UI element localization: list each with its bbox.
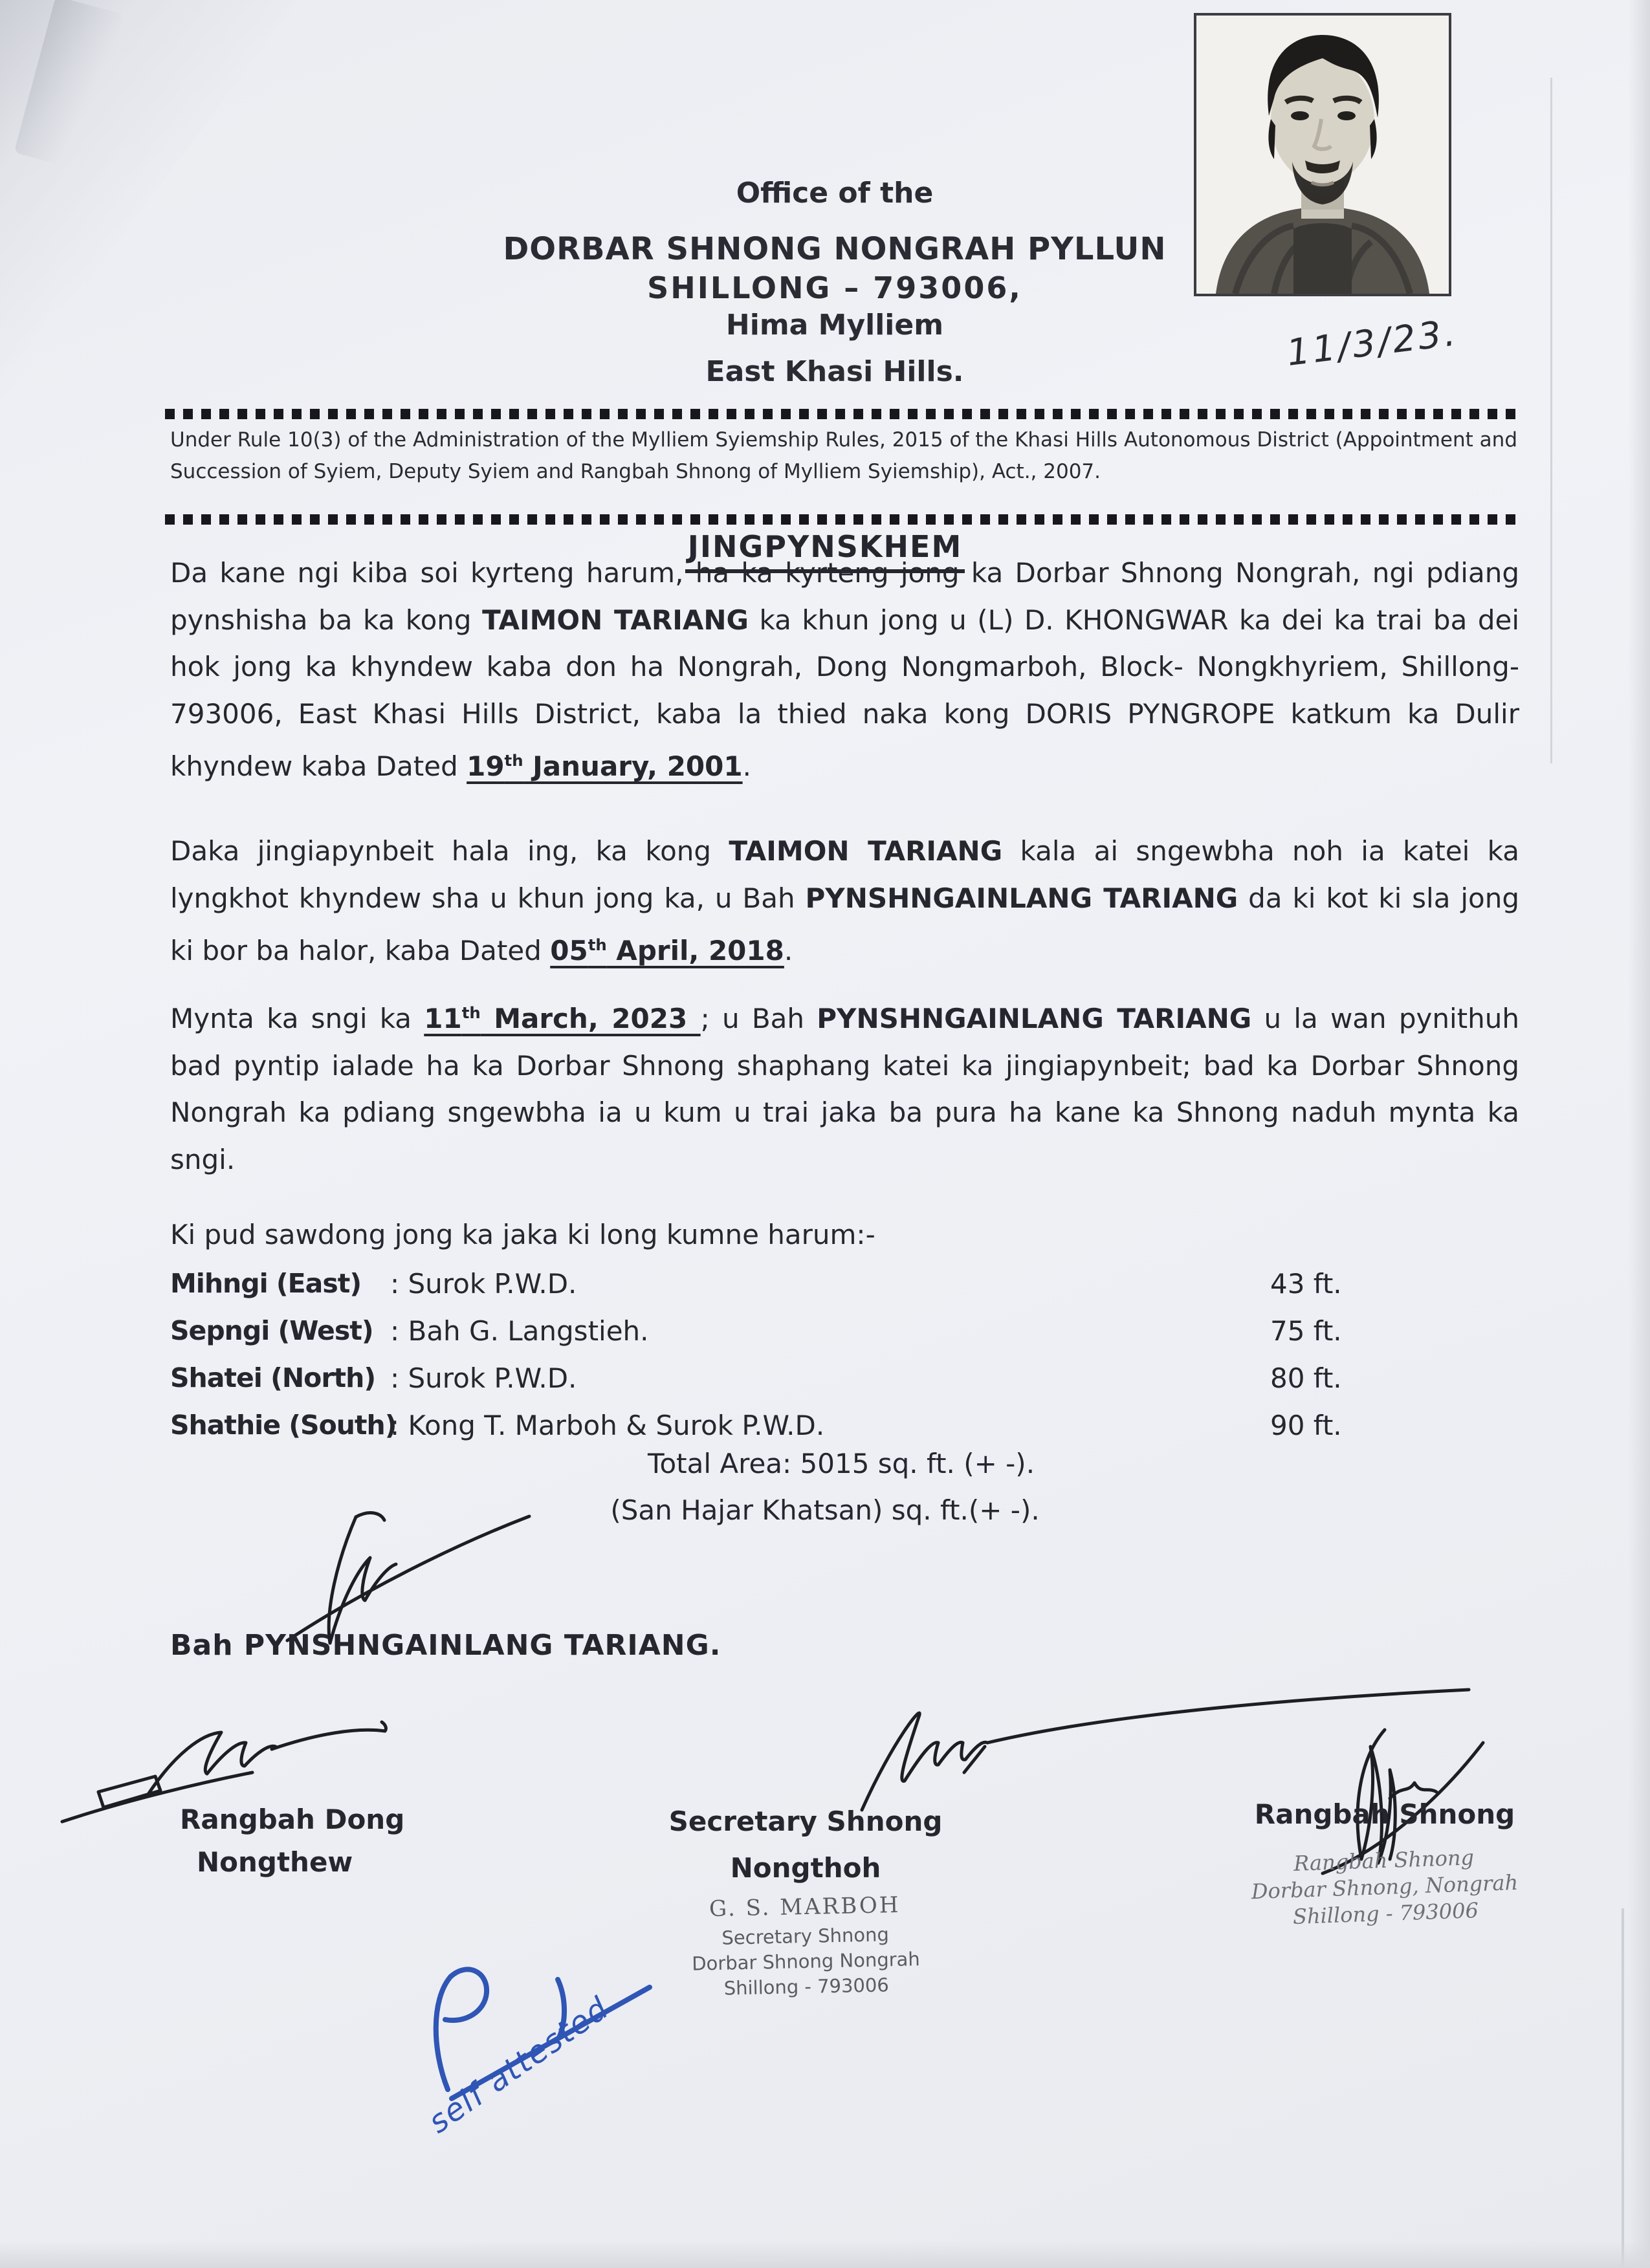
- portrait-photo-image: [1196, 16, 1449, 294]
- paragraph-declaration: Da kane ngi kiba soi kyrteng harum, ha ka kyrteng jong ka Dorbar Shnong Nongrah, ngi pdiang pynshisha ba ka kong TAIMON TARIANG ka khun jong u (L) D. KHONGWAR ka dei ka trai ba dei hok jong ka khyndew kaba don ha Nongrah, Dong Nongmarboh, Block- Nongkhyriem, Shillong- 793006, East Khasi Hills District, kaba la thied naka kong DORIS PYNGROPE katkum ka Dulir khyndew kaba Dated 19th January, 2001.: [170, 557, 1519, 782]
- boundary-row-west: [170, 1307, 1519, 1355]
- boundary-length: 90 ft.: [1270, 1410, 1342, 1441]
- stamp-city: Shillong - 793006: [723, 1974, 890, 2000]
- boundary-value: : Bah G. Langstieh.: [390, 1315, 649, 1347]
- document-title: JINGPYNSKHEM: [685, 529, 965, 573]
- dotted-divider-top: [165, 409, 1519, 419]
- signatory-left-title: [180, 1798, 404, 1884]
- hima-line: Hima Mylliem: [725, 308, 944, 342]
- boundary-length: 75 ft.: [1270, 1315, 1342, 1347]
- signatory-right-title: Rangbah Shnong: [1254, 1798, 1515, 1830]
- boundary-row-east: [170, 1260, 1519, 1307]
- signatory-left-line2: Nongthew: [197, 1846, 353, 1878]
- portrait-photo: [1194, 13, 1451, 296]
- rangbah-shnong-stamp: [1199, 1841, 1570, 1934]
- handwritten-date: 11/3/23.: [1284, 312, 1460, 375]
- paragraph-confirmation: Mynta ka sngi ka 11th March, 2023 ; u Bah PYNSHNGAINLANG TARIANG u la wan pynithuh bad pyntip ialade ha ka Dorbar Shnong shaphang katei ka jingiapynbeit; bad ka Dorbar Shnong Nongrah ka pdiang sngewbha ia u kum u trai jaka ba pura ha kane ka Shnong naduh mynta ka sngi.: [170, 1003, 1519, 1175]
- boundary-value: : Kong T. Marboh & Surok P.W.D.: [390, 1410, 825, 1441]
- paper-bottom-shade: [0, 2241, 1650, 2268]
- signatory-center-title: [654, 1798, 958, 1892]
- city-pincode: SHILLONG – 793006,: [647, 270, 1022, 305]
- boundary-label: Shathie (South): [170, 1410, 397, 1441]
- boundary-label: Mihngi (East): [170, 1268, 362, 1299]
- paper-edge-line-bottom: [1622, 1908, 1624, 2268]
- boundary-label: Sepngi (West): [170, 1315, 373, 1346]
- boundaries-table: [170, 1260, 1519, 1449]
- total-area-words-line: (San Hajar Khatsan) sq. ft.(+ -).: [610, 1494, 1040, 1526]
- secretary-stamp: [652, 1891, 958, 2003]
- signatory-center-line2: Nongthoh: [730, 1852, 881, 1884]
- stamp-title: Rangbah Shnong: [1293, 1845, 1475, 1876]
- signatory-left-line1: Rangbah Dong: [180, 1804, 405, 1835]
- paper-edge-line: [1550, 78, 1552, 763]
- stamp-designation: Secretary Shnong: [721, 1923, 890, 1949]
- declarant-name: Bah PYNSHNGAINLANG TARIANG.: [170, 1629, 721, 1662]
- stamp-name: G. S. MARBOH: [709, 1892, 901, 1923]
- self-attested-note: self attested: [421, 1989, 616, 2141]
- paragraph-transfer: Daka jingiapynbeit hala ing, ka kong TAIMON TARIANG kala ai sngewbha noh ia katei ka lyngkhot khyndew sha u khun jong ka, u Bah PYNSHNGAINLANG TARIANG da ki kot ki sla jong ki bor ba halor, kaba Dated 05th April, 2018.: [170, 835, 1520, 966]
- stamp-city: Shillong - 793006: [1292, 1897, 1479, 1929]
- boundary-label: Shatei (North): [170, 1362, 376, 1393]
- signatory-center-line1: Secretary Shnong: [668, 1805, 943, 1837]
- boundary-row-south: [170, 1402, 1519, 1449]
- boundary-value: : Surok P.W.D.: [390, 1268, 577, 1300]
- boundary-length: 43 ft.: [1270, 1268, 1342, 1300]
- district-line: East Khasi Hills.: [705, 355, 964, 389]
- boundary-row-north: [170, 1355, 1519, 1402]
- stamp-org: Dorbar Shnong Nongrah: [691, 1948, 921, 1975]
- dotted-divider-bottom: [165, 514, 1519, 525]
- boundaries-intro: Ki pud sawdong jong ka jaka ki long kumne harum:-: [170, 1219, 875, 1250]
- rule-reference-note: Under Rule 10(3) of the Administration of the Mylliem Syiemship Rules, 2015 of the Khasi Hills Autonomous District (Appointment and Succession of Syiem, Deputy Syiem and Rangbah Shnong of Mylliem Syiemship), Act., 2007.: [170, 428, 1517, 483]
- total-area-line: Total Area: 5015 sq. ft. (+ -).: [647, 1448, 1035, 1479]
- boundary-length: 80 ft.: [1270, 1362, 1342, 1394]
- office-line: Office of the: [736, 177, 934, 210]
- paper-edge-shade: [1628, 0, 1650, 2268]
- organisation-name: DORBAR SHNONG NONGRAH PYLLUN: [503, 231, 1167, 268]
- stamp-org: Dorbar Shnong, Nongrah: [1251, 1870, 1519, 1904]
- letterhead: [362, 179, 1307, 387]
- boundary-value: : Surok P.W.D.: [390, 1362, 577, 1394]
